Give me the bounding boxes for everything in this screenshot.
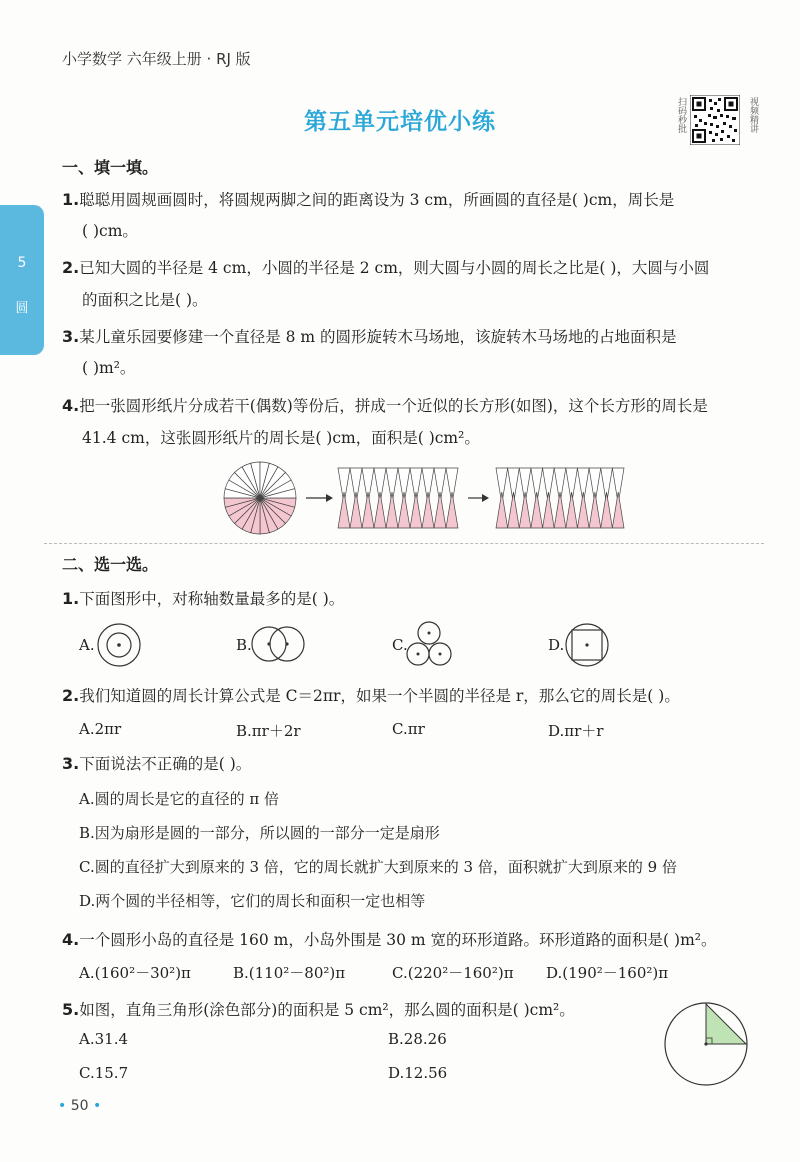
s1-q4-text1: 把一张圆形纸片分成若干(偶数)等份后，拼成一个近似的长方形(如图)，这个长方形的周长是 xyxy=(79,397,708,415)
strip-triangle xyxy=(446,492,458,528)
s2-q3-num: 3. xyxy=(62,754,80,773)
strip-triangle xyxy=(612,492,624,528)
strip-triangle xyxy=(589,492,601,528)
section-choose-heading: 二、选一选。 xyxy=(62,555,159,574)
s2-q5-num: 5. xyxy=(62,1000,80,1019)
s1-q3-line1 xyxy=(62,325,677,347)
strip-triangle xyxy=(410,492,422,528)
s2-q3-line xyxy=(62,752,251,774)
s1-q1-line1 xyxy=(62,188,674,210)
s2-q4-num: 4. xyxy=(62,930,80,949)
page-title: 第五单元培优小练 xyxy=(304,109,496,135)
strip-triangle xyxy=(374,492,386,528)
s2-q4-option-b[interactable]: B.(110²－80²)π xyxy=(233,964,346,982)
s2-q5-option-b[interactable]: B.28.26 xyxy=(388,1030,447,1048)
strip-triangle xyxy=(422,492,434,528)
section-fill-heading: 一、填一填。 xyxy=(62,158,159,177)
strip-triangle xyxy=(338,492,350,528)
chapter-number: 5 xyxy=(17,255,27,271)
s2-q1-line xyxy=(62,587,344,609)
strip-triangle xyxy=(577,492,589,528)
strip-triangle xyxy=(554,492,566,528)
s1-q1-text1: 聪聪用圆规画圆时，将圆规两脚之间的距离设为 3 cm，所画圆的直径是( )cm，周长是 xyxy=(79,191,675,209)
approx-rectangle xyxy=(496,468,624,528)
s2-q1-option-d[interactable]: D. xyxy=(548,636,565,654)
s1-q3-text2: ( )m²。 xyxy=(82,359,136,377)
square-in-circle-figure xyxy=(564,622,610,668)
concentric-circles-figure xyxy=(96,622,142,668)
strip-triangle xyxy=(398,492,410,528)
s2-q2-option-d[interactable]: D.πr＋r xyxy=(548,722,604,740)
approx-parallelogram xyxy=(338,468,458,528)
s1-q3-num: 3. xyxy=(62,327,80,346)
s2-q1-option-c[interactable]: C. xyxy=(392,636,408,654)
s2-q2-line xyxy=(62,684,680,706)
s2-q5-text: 如图，直角三角形(涂色部分)的面积是 5 cm²，那么圆的面积是( )cm²。 xyxy=(79,1001,575,1019)
strip-triangle xyxy=(386,492,398,528)
s2-q3-option-c[interactable]: C.圆的直径扩大到原来的 3 倍，它的周长就扩大到原来的 3 倍，面积就扩大到原来的 9 倍 xyxy=(79,858,677,876)
s2-q5-line xyxy=(62,998,575,1020)
s1-q2-line1 xyxy=(62,256,709,278)
s1-q2-num: 2. xyxy=(62,258,80,277)
strip-triangle xyxy=(496,492,508,528)
s1-q2-text2: 的面积之比是( )。 xyxy=(82,291,208,309)
qr-left-text: 扫码秒批 xyxy=(676,97,686,133)
s1-q4-text2: 41.4 cm，这张圆形纸片的周长是( )cm，面积是( )cm²。 xyxy=(82,429,480,447)
s1-q1-text2: ( )cm。 xyxy=(82,222,138,240)
s2-q5-option-c[interactable]: C.15.7 xyxy=(79,1064,129,1082)
strip-triangle xyxy=(543,492,555,528)
s1-q4-line1 xyxy=(62,394,708,416)
s2-q3-text: 下面说法不正确的是( )。 xyxy=(79,755,252,773)
s2-q4-option-a[interactable]: A.(160²－30²)π xyxy=(79,964,191,982)
three-circles-figure xyxy=(404,620,454,668)
s2-q1-num: 1. xyxy=(62,589,80,608)
sectored-circle xyxy=(224,462,296,534)
circle-right-triangle-figure xyxy=(658,1000,758,1096)
strip-triangle xyxy=(531,492,543,528)
s2-q3-option-b[interactable]: B.因为扇形是圆的一部分，所以圆的一部分一定是扇形 xyxy=(79,824,440,842)
s2-q5-option-a[interactable]: A.31.4 xyxy=(79,1030,128,1048)
qr-right-text: 视频精讲 xyxy=(748,97,758,133)
s2-q2-text: 我们知道圆的周长计算公式是 C＝2πr，如果一个半圆的半径是 r，那么它的周长是( )。 xyxy=(79,687,680,705)
s2-q3-option-a[interactable]: A.圆的周长是它的直径的 π 倍 xyxy=(79,790,279,808)
circle-to-rectangle-figure xyxy=(220,460,630,540)
overlapping-circles-figure xyxy=(250,624,306,664)
s2-q1-option-b[interactable]: B. xyxy=(236,636,252,654)
strip-triangle xyxy=(508,492,520,528)
s1-q4-num: 4. xyxy=(62,396,80,415)
s2-q4-text: 一个圆形小岛的直径是 160 m，小岛外围是 30 m 宽的环形道路。环形道路的面积是( )m²。 xyxy=(79,931,717,949)
s1-q2-text1: 已知大圆的半径是 4 cm，小圆的半径是 2 cm，则大圆与小圆的周长之比是( )，大圆与小圆 xyxy=(79,259,710,277)
strip-triangle xyxy=(350,492,362,528)
chapter-side-tab xyxy=(0,205,44,355)
s2-q4-option-c[interactable]: C.(220²－160²)π xyxy=(392,964,514,982)
s2-q2-option-a[interactable]: A.2πr xyxy=(79,720,122,738)
qr-code-icon[interactable] xyxy=(690,95,740,145)
s2-q1-text: 下面图形中，对称轴数量最多的是( )。 xyxy=(79,590,345,608)
strip-triangle xyxy=(601,492,613,528)
strip-triangle xyxy=(566,492,578,528)
s2-q2-option-c[interactable]: C.πr xyxy=(392,720,425,738)
s1-q1-num: 1. xyxy=(62,190,80,209)
s1-q3-text1: 某儿童乐园要修建一个直径是 8 m 的圆形旋转木马场地，该旋转木马场地的占地面积是 xyxy=(79,328,677,346)
strip-triangle xyxy=(434,492,446,528)
s2-q5-option-d[interactable]: D.12.56 xyxy=(388,1064,448,1082)
s2-q1-option-a[interactable]: A. xyxy=(79,636,95,654)
arrow-icon-1 xyxy=(306,494,333,502)
book-header: 小学数学 六年级上册 · RJ 版 xyxy=(62,50,251,68)
section-divider xyxy=(44,543,764,544)
s2-q4-option-d[interactable]: D.(190²－160²)π xyxy=(546,964,669,982)
page-number: • 50 • xyxy=(58,1098,102,1114)
strip-triangle xyxy=(362,492,374,528)
strip-triangle xyxy=(519,492,531,528)
arrow-icon-2 xyxy=(468,494,489,502)
chapter-label: 圆 xyxy=(15,301,29,316)
s2-q3-option-d[interactable]: D.两个圆的半径相等，它们的周长和面积一定也相等 xyxy=(79,892,426,910)
s2-q2-num: 2. xyxy=(62,686,80,705)
s2-q2-option-b[interactable]: B.πr＋2r xyxy=(236,722,301,740)
s2-q4-line xyxy=(62,928,717,950)
qr-block xyxy=(672,95,760,145)
